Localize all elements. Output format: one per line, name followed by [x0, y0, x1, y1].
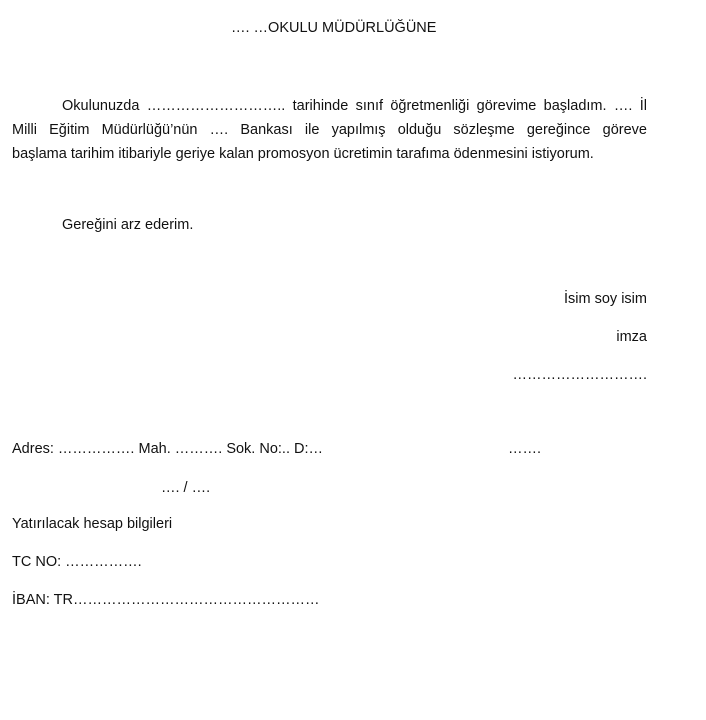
account-info-title: Yatırılacak hesap bilgileri — [12, 516, 173, 532]
body-line-2: Milli Eğitim Müdürlüğü’nün …. Bankası ile yapılmış olduğu sözleşme gereğince göreve — [12, 122, 647, 138]
tc-number-line: TC NO: ……………. — [12, 554, 142, 570]
date-line: …. / …. — [161, 480, 211, 496]
address-extra-dots: ……. — [508, 441, 542, 457]
closing-phrase: Gereğini arz ederim. — [62, 217, 194, 233]
document-heading: …. …OKULU MÜDÜRLÜĞÜNE — [231, 20, 437, 36]
signature-dots: ………………………. — [512, 367, 647, 383]
signature-name-label: İsim soy isim — [564, 291, 647, 307]
signature-sign-label: imza — [616, 329, 647, 345]
iban-line: İBAN: TR…………………………………………… — [12, 592, 320, 608]
address-line: Adres: ……………. Mah. ………. Sok. No:.. D:… — [12, 441, 324, 457]
body-paragraph — [12, 94, 647, 166]
body-line-3: başlama tarihim itibariyle geriye kalan promosyon ücretimin tarafıma ödenmesini istiyorum. — [12, 146, 594, 162]
body-line-1: Okulunuzda ……………………….. tarihinde sınıf öğretmenliği görevime başladım. …. İl — [62, 98, 647, 114]
